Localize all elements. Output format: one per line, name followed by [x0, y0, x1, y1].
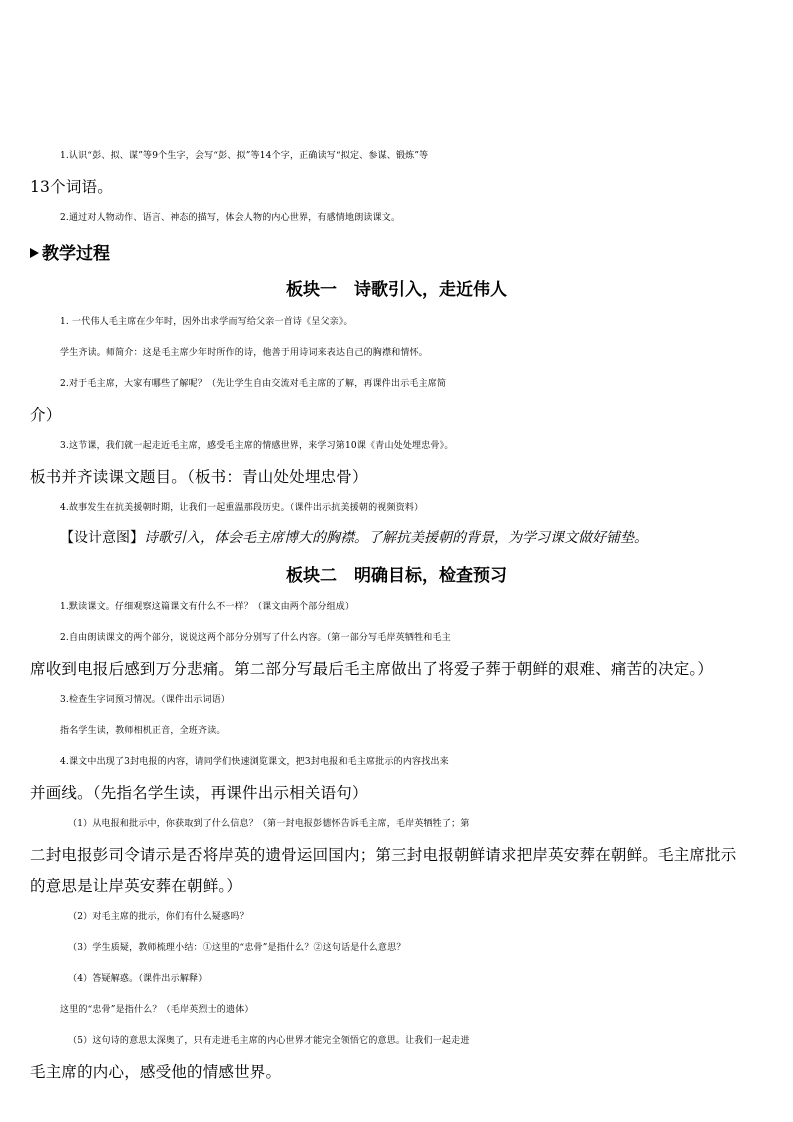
block-1-paragraph: 学生齐读。师简介：这是毛主席少年时所作的诗，他善于用诗词来表达自己的胸襟和情怀。 [60, 348, 429, 358]
block-2-title: 板块二 明确目标，检查预习 [286, 566, 507, 586]
block-1-title: 板块一 诗歌引入，走近伟人 [286, 280, 507, 300]
triangle-bullet-icon [30, 248, 39, 258]
block-1-paragraph: 2.对于毛主席，大家有哪些了解呢？（先让学生自由交流对毛主席的了解，再课件出示毛主席简 [60, 379, 447, 389]
block-2-subitem: 这里的“忠骨”是指什么？（毛岸英烈士的遗体） [60, 1005, 254, 1015]
design-intent [60, 528, 648, 548]
block-1-paragraph: 4.故事发生在抗美援朝时期，让我们一起重温那段历史。（课件出示抗美援朝的视频资料） [60, 503, 424, 513]
block-2-paragraph: 席收到电报后感到万分悲痛。第二部分写最后毛主席做出了将爱子葬于朝鲜的艰难、痛苦的决定。） [30, 660, 714, 678]
block-2-subitem: 的意思是让岸英安葬在朝鲜。） [30, 877, 243, 895]
block-2-subitem: （3）学生质疑，教师梳理小结：①这里的“忠骨”是指什么？②这句话是什么意思？ [68, 943, 406, 953]
block-1-paragraph: 板书并齐读课文题目。（板书：青山处处埋忠骨） [30, 468, 368, 486]
goal-2: 2.通过对人物动作、语言、神态的描写，体会人物的内心世界，有感情地朗读课文。 [60, 213, 401, 223]
block-2-paragraph: 并画线。（先指名学生读，再课件出示相关语句） [30, 784, 368, 802]
block-2-subitem: 二封电报彭司令请示是否将岸英的遗骨运回国内；第三封电报朝鲜请求把岸英安葬在朝鲜。毛主席批示 [30, 846, 737, 864]
block-2-paragraph: 3.检查生字词预习情况。（课件出示词语） [60, 695, 231, 705]
block-1-paragraph: 3.这节课，我们就一起走近毛主席，感受毛主席的情感世界，来学习第10课《青山处处埋忠骨》。 [60, 441, 454, 451]
block-2-paragraph: 2.自由朗读课文的两个部分，说说这两个部分分别写了什么内容。（第一部分写毛岸英牺牲和毛主 [60, 633, 451, 643]
design-intent-label: 【设计意图】 [60, 530, 144, 546]
section-heading [30, 239, 110, 264]
section-heading-text: 教学过程 [42, 244, 110, 264]
block-1-paragraph: 1. 一代伟人毛主席在少年时，因外出求学而写给父亲一首诗《呈父亲》。 [60, 317, 353, 327]
design-intent-text: 诗歌引入，体会毛主席博大的胸襟。了解抗美援朝的背景，为学习课文做好铺垫。 [144, 530, 648, 546]
goal-1-line-1: 1.认识“彭、拟、谋”等9个生字，会写“彭、拟”等14个字，正确读写“拟定、参谋、锻炼”等 [60, 151, 429, 161]
block-2-subitem: 毛主席的内心，感受他的情感世界。 [30, 1063, 282, 1081]
block-2-subitem: （2）对毛主席的批示，你们有什么疑惑吗？ [68, 912, 249, 922]
block-2-subitem: （5）这句诗的意思太深奥了，只有走进毛主席的内心世界才能完全领悟它的意思。让我们一起走进 [68, 1036, 470, 1046]
block-2-paragraph: 指名学生读，教师相机正音，全班齐读。 [60, 726, 226, 736]
block-1-paragraph: 介） [30, 406, 62, 424]
block-2-subitem: （1）从电报和批示中，你获取到了什么信息？（第一封电报彭德怀告诉毛主席，毛岸英牺牲了；第 [68, 819, 470, 829]
goal-1-line-2: 13个词语。 [30, 178, 113, 196]
block-2-subitem: （4）答疑解惑。（课件出示解释） [68, 974, 208, 984]
block-2-paragraph: 4.课文中出现了3封电报的内容，请同学们快速浏览课文，把3封电报和毛主席批示的内容找出来 [60, 757, 449, 767]
block-2-paragraph: 1.默读课文。仔细观察这篇课文有什么不一样？（课文由两个部分组成） [60, 602, 355, 612]
